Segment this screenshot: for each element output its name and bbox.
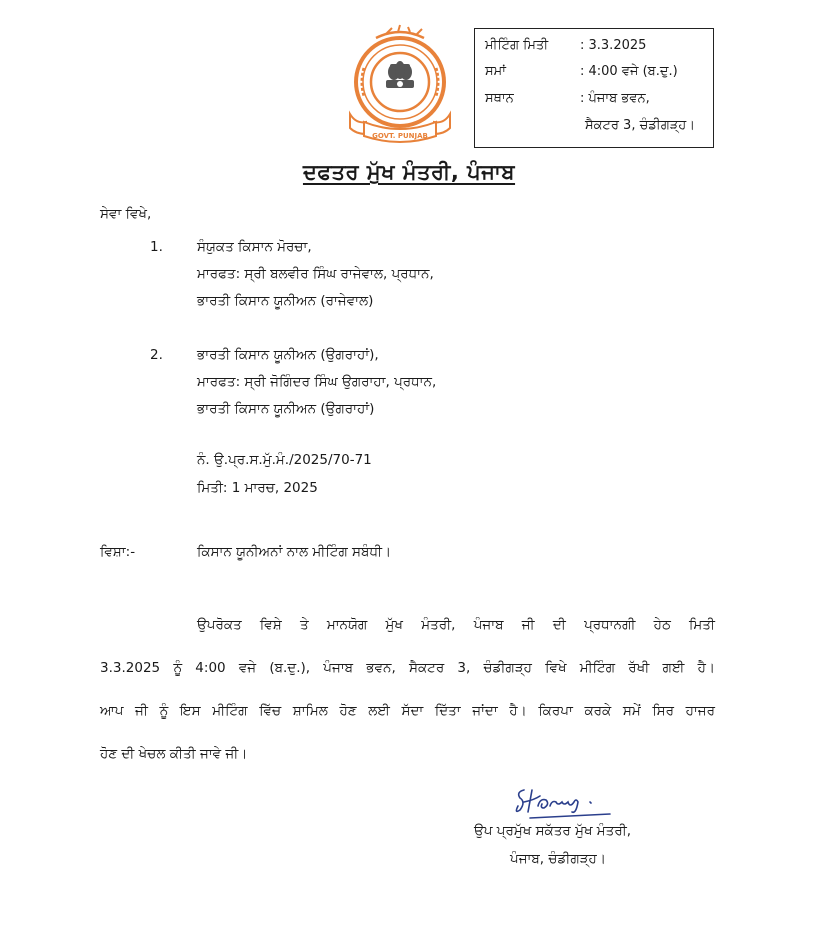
meeting-venue-value: : ਪੰਜਾਬ ਭਵਨ, (580, 91, 650, 106)
handwritten-signature-icon (510, 782, 620, 824)
subject-label: ਵਿਸ਼ਾ:- (100, 544, 136, 560)
meeting-date-label: ਮੀਟਿੰਗ ਮਿਤੀ (485, 38, 549, 53)
recipient-1-line-2: ਮਾਰਫਤ: ਸ੍ਰੀ ਬਲਵੀਰ ਸਿੰਘ ਰਾਜੇਵਾਲ, ਪ੍ਰਧਾਨ, (197, 266, 434, 282)
state-emblem-icon (336, 24, 464, 148)
page-title-text: ਦਫਤਰ ਮੁੱਖ ਮੰਤਰੀ, ਪੰਜਾਬ (302, 160, 516, 184)
meeting-time-label: ਸਮਾਂ (485, 64, 506, 79)
recipient-1-line-1: ਸੰਯੁਕਤ ਕਿਸਾਨ ਮੋਰਚਾ, (197, 239, 312, 255)
salutation: ਸੇਵਾ ਵਿਖੇ, (100, 206, 152, 222)
signature (510, 782, 620, 824)
meeting-venue-label: ਸਥਾਨ (485, 91, 514, 106)
reference-date: ਮਿਤੀ: 1 ਮਾਰਚ, 2025 (197, 480, 318, 496)
signatory-designation: ਉਪ ਪ੍ਰਮੁੱਖ ਸਕੱਤਰ ਮੁੱਖ ਮੰਤਰੀ, (474, 823, 632, 839)
recipient-2-number: 2. (150, 347, 163, 363)
recipient-2-line-1: ਭਾਰਤੀ ਕਿਸਾਨ ਯੂਨੀਅਨ (ਉਗਰਾਹਾਂ), (197, 347, 379, 363)
page-title (0, 160, 818, 185)
meeting-date-value: : 3.3.2025 (580, 38, 647, 53)
signatory-place: ਪੰਜਾਬ, ਚੰਡੀਗੜ੍ਹ। (510, 851, 606, 867)
logo-banner-text: GOVT. PUNJAB (372, 132, 428, 140)
body-line-4: ਹੋਣ ਦੀ ਖੇਚਲ ਕੀਤੀ ਜਾਵੇ ਜੀ। (100, 746, 248, 762)
govt-punjab-logo (336, 24, 464, 148)
meeting-time-value: : 4:00 ਵਜੇ (ਬ.ਦੁ.) (580, 64, 678, 79)
recipient-1-line-3: ਭਾਰਤੀ ਕਿਸਾਨ ਯੂਨੀਅਨ (ਰਾਜੇਵਾਲ) (197, 293, 374, 309)
meeting-info-box (474, 28, 714, 148)
subject-text: ਕਿਸਾਨ ਯੂਨੀਅਨਾਂ ਨਾਲ ਮੀਟਿੰਗ ਸਬੰਧੀ। (197, 544, 392, 560)
recipient-2-line-2: ਮਾਰਫਤ: ਸ੍ਰੀ ਜੋਗਿੰਦਰ ਸਿੰਘ ਉਗਰਾਹਾ, ਪ੍ਰਧਾਨ, (197, 374, 437, 390)
meeting-venue-value-2: ਸੈਕਟਰ 3, ਚੰਡੀਗੜ੍ਹ। (585, 118, 695, 133)
body-line-1: ਉਪਰੋਕਤ ਵਿਸ਼ੇ ਤੇ ਮਾਨਯੋਗ ਮੁੱਖ ਮੰਤਰੀ, ਪੰਜਾਬ ਜੀ ਦੀ ਪ੍ਰਧਾਨਗੀ ਹੇਠ ਮਿਤੀ (197, 617, 715, 633)
recipient-2-line-3: ਭਾਰਤੀ ਕਿਸਾਨ ਯੂਨੀਅਨ (ਉਗਰਾਹਾਂ) (197, 401, 375, 417)
body-line-3: ਆਪ ਜੀ ਨੂੰ ਇਸ ਮੀਟਿੰਗ ਵਿੱਚ ਸ਼ਾਮਿਲ ਹੋਣ ਲਈ ਸੱਦਾ ਦਿੱਤਾ ਜਾਂਦਾ ਹੈ। ਕਿਰਪਾ ਕਰਕੇ ਸਮੇਂ ਸਿਰ ਹਾਜਰ (100, 703, 715, 719)
body-line-2: 3.3.2025 ਨੂੰ 4:00 ਵਜੇ (ਬ.ਦੁ.), ਪੰਜਾਬ ਭਵਨ, ਸੈਕਟਰ 3, ਚੰਡੀਗੜ੍ਹ ਵਿਖੇ ਮੀਟਿੰਗ ਰੱਖੀ ਗਈ ਹੈ। (100, 660, 715, 676)
recipient-1-number: 1. (150, 239, 163, 255)
reference-number: ਨੰ. ਉ.ਪ੍ਰ.ਸ.ਮੁੱ.ਮੰ./2025/70-71 (197, 452, 372, 468)
